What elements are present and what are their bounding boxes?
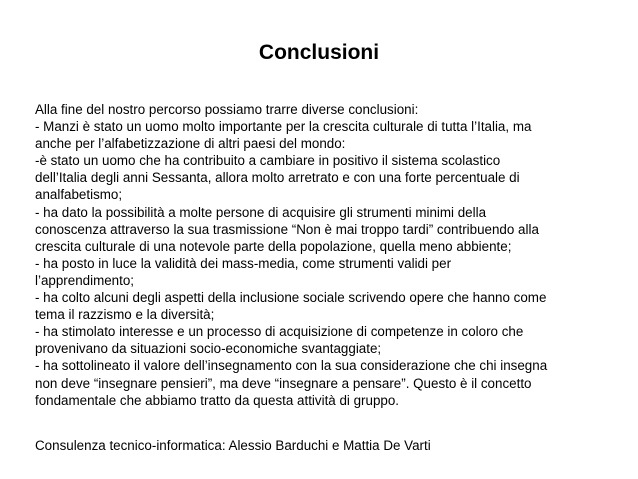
body-line: -è stato un uomo che ha contribuito a cambiare in positivo il sistema scolastico	[35, 153, 501, 169]
body-line: - ha stimolato interesse e un processo di acquisizione di competenze in coloro che	[35, 324, 524, 340]
body-line: dell’Italia degli anni Sessanta, allora molto arretrato e con una forte percentuale di	[35, 170, 520, 186]
body-line: provenivano da situazioni socio-economiche svantaggiate;	[35, 341, 382, 357]
slide-title: Conclusioni	[258, 41, 380, 64]
body-line: Alla fine del nostro percorso possiamo trarre diverse conclusioni:	[35, 102, 419, 117]
body-line: tema il razzismo e la diversità;	[35, 307, 215, 323]
body-line: - ha colto alcuni degli aspetti della inclusione sociale scrivendo opere che hanno come	[35, 290, 547, 306]
body-line: fondamentale che abbiamo tratto da questa attività di gruppo.	[35, 392, 400, 408]
body-line: - ha dato la possibilità a molte persone di acquisire gli strumenti minimi della	[35, 204, 487, 220]
body-line: analfabetismo;	[35, 187, 123, 203]
body-line: - ha sottolineato il valore dell’insegnamento con la sua considerazione che chi insegna	[35, 358, 548, 374]
body-line: - ha posto in luce la validità dei mass-media, come strumenti validi per	[35, 255, 452, 271]
body-line: - Manzi è stato un uomo molto importante per la crescita culturale di tutta l’Italia, ma	[35, 119, 532, 135]
body-line: non deve “insegnare pensieri”, ma deve “insegnare a pensare”. Questo è il concetto	[35, 375, 532, 391]
body-line: conoscenza attraverso la sua trasmissione “Non è mai troppo tardi” contribuendo alla	[35, 221, 539, 237]
slide-body-text	[35, 101, 610, 409]
body-line: anche per l’alfabetizzazione di altri paesi del mondo:	[35, 136, 346, 152]
body-line: l’apprendimento;	[35, 272, 135, 288]
credits-line: Consulenza tecnico-informatica: Alessio Barduchi e Mattia De Varti	[35, 438, 431, 453]
body-line: crescita culturale di una notevole parte della popolazione, quella meno abbiente;	[35, 238, 512, 254]
